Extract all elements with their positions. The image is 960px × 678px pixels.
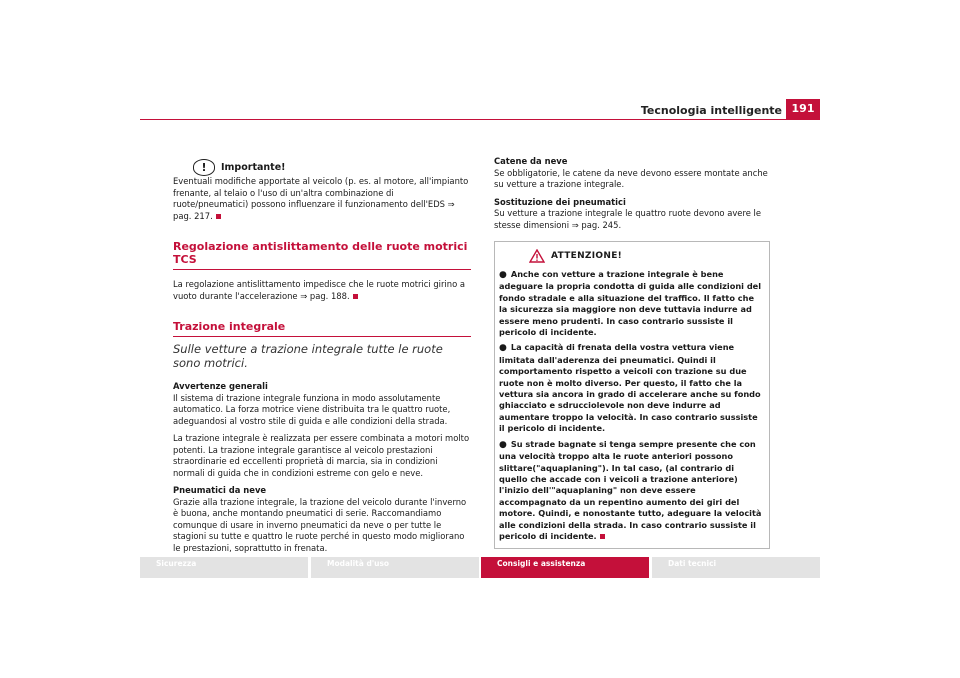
bullet-icon: ●	[499, 270, 507, 280]
tcs-section-rule	[173, 269, 471, 270]
warning-item: ● Anche con vetture a trazione integrale è bene adeguare la propria condotta di guida alle condizioni del fondo stradale e alla situazione del traffico. Il fatto che la sicurezza sia maggiore non deve tuttavia indurre ad essere meno prudenti. In caso contrario sussiste il pericolo di incidente.	[499, 269, 762, 338]
tcs-text: La regolazione antislittamento impedisce che le ruote motrici girino a vuoto durante l'accelerazione ⇒ pag. 188.	[173, 279, 465, 301]
snow-chains-head: Catene da neve	[494, 156, 568, 166]
header-rule	[140, 119, 820, 120]
awd-paragraph-3: Grazie alla trazione integrale, la trazione del veicolo durante l'inverno è buona, anche montando pneumatici di serie. Raccomandiamo comunque di usare in inverno pneumatici da neve o per tutte le stagioni su tutte e quattro le ruote perché in questo modo migliorano le prestazioni, soprattutto in frenata.	[173, 496, 467, 553]
bullet-icon: ●	[499, 439, 507, 450]
general-notes-head: Avvertenze generali	[173, 381, 268, 391]
right-column	[494, 156, 770, 549]
left-column	[173, 158, 471, 560]
warning-item: ● La capacità di frenata della vostra vettura viene limitata dall'aderenza dei pneumatici. Quindi il comportamento rispetto a veicoli con trazione su due ruote non è molto diverso. Per questo, il fatto che la vettura sia ancora in grado di accelerare anche su fondo ghiacciato e sdrucciolevole non deve indurre ad aumentare troppo la velocità. In caso contrario sussiste il pericolo di incidente.	[499, 342, 761, 434]
snow-chains-text: Se obbligatorie, le catene da neve devono essere montate anche su vetture a trazione integrale.	[494, 167, 768, 189]
warning-box	[494, 241, 770, 549]
end-square-icon	[353, 294, 358, 299]
tyre-replacement-text: Su vetture a trazione integrale le quattro ruote devono avere le stesse dimensioni ⇒ pag. 245.	[494, 208, 761, 230]
awd-section-subtitle: Sulle vetture a trazione integrale tutte le ruote sono motrici.	[173, 342, 443, 370]
bullet-icon: ●	[499, 343, 507, 354]
awd-section-rule	[173, 336, 471, 337]
awd-paragraph-1: Il sistema di trazione integrale funziona in modo assolutamente automatico. La forza motrice viene distribuita tra le quattro ruote, adeguandosi al vostro stile di guida e alle condizioni della strada.	[173, 392, 451, 426]
header-title: Tecnologia intelligente	[640, 104, 782, 117]
footer-tab-consigli-assistenza[interactable]: Consigli e assistenza	[481, 557, 649, 578]
awd-paragraph-2: La trazione integrale è realizzata per essere combinata a motori molto potenti. La trazione integrale garantisce al veicolo prestazioni straordinarie ed eccellenti proprietà di marcia, sia in condizioni normali di guida che in condizioni estreme con gelo e neve.	[173, 433, 470, 478]
important-title: Importante!	[221, 161, 286, 173]
warning-item: ● Su strade bagnate si tenga sempre presente che con una velocità troppo alta le ruote anteriori possono slittare("aquaplaning"). In tal caso, (al contrario di quello che accade con i veicoli a trazione anteriore) l'inizio dell'"aquaplaning" non deve essere accompagnato da un repentino aumento dei giri del motore. Quindi, e nonostante tutto, adeguare la velocità alle condizioni della strada. In caso contrario sussiste il pericolo di incidente.	[499, 438, 762, 541]
page-number: 191	[786, 99, 820, 119]
important-heading	[193, 158, 471, 176]
exclamation-icon: !	[193, 159, 215, 176]
end-square-icon	[216, 214, 221, 219]
footer-tab-sicurezza[interactable]: Sicurezza	[140, 557, 308, 578]
awd-section-title: Trazione integrale	[173, 320, 286, 333]
tcs-section-title: Regolazione antislittamento delle ruote motrici TCS	[173, 240, 468, 266]
footer-tab-dati-tecnici[interactable]: Dati tecnici	[652, 557, 820, 578]
footer-tab-modalita-uso[interactable]: Modalità d'uso	[311, 557, 479, 578]
tyre-replacement-head: Sostituzione dei pneumatici	[494, 196, 626, 207]
warning-heading	[529, 249, 765, 263]
warning-triangle-icon	[529, 249, 545, 263]
end-square-icon	[600, 534, 605, 539]
warning-title: ATTENZIONE!	[551, 251, 623, 261]
snow-tyres-head: Pneumatici da neve	[173, 485, 267, 495]
important-text: Eventuali modifiche apportate al veicolo (p. es. al motore, all'impianto frenante, al telaio o l'uso di un'altra combinazione di ruote/pneumatici) possono influenzare il funzionamento dell'EDS ⇒ pag. 217.	[173, 176, 469, 221]
